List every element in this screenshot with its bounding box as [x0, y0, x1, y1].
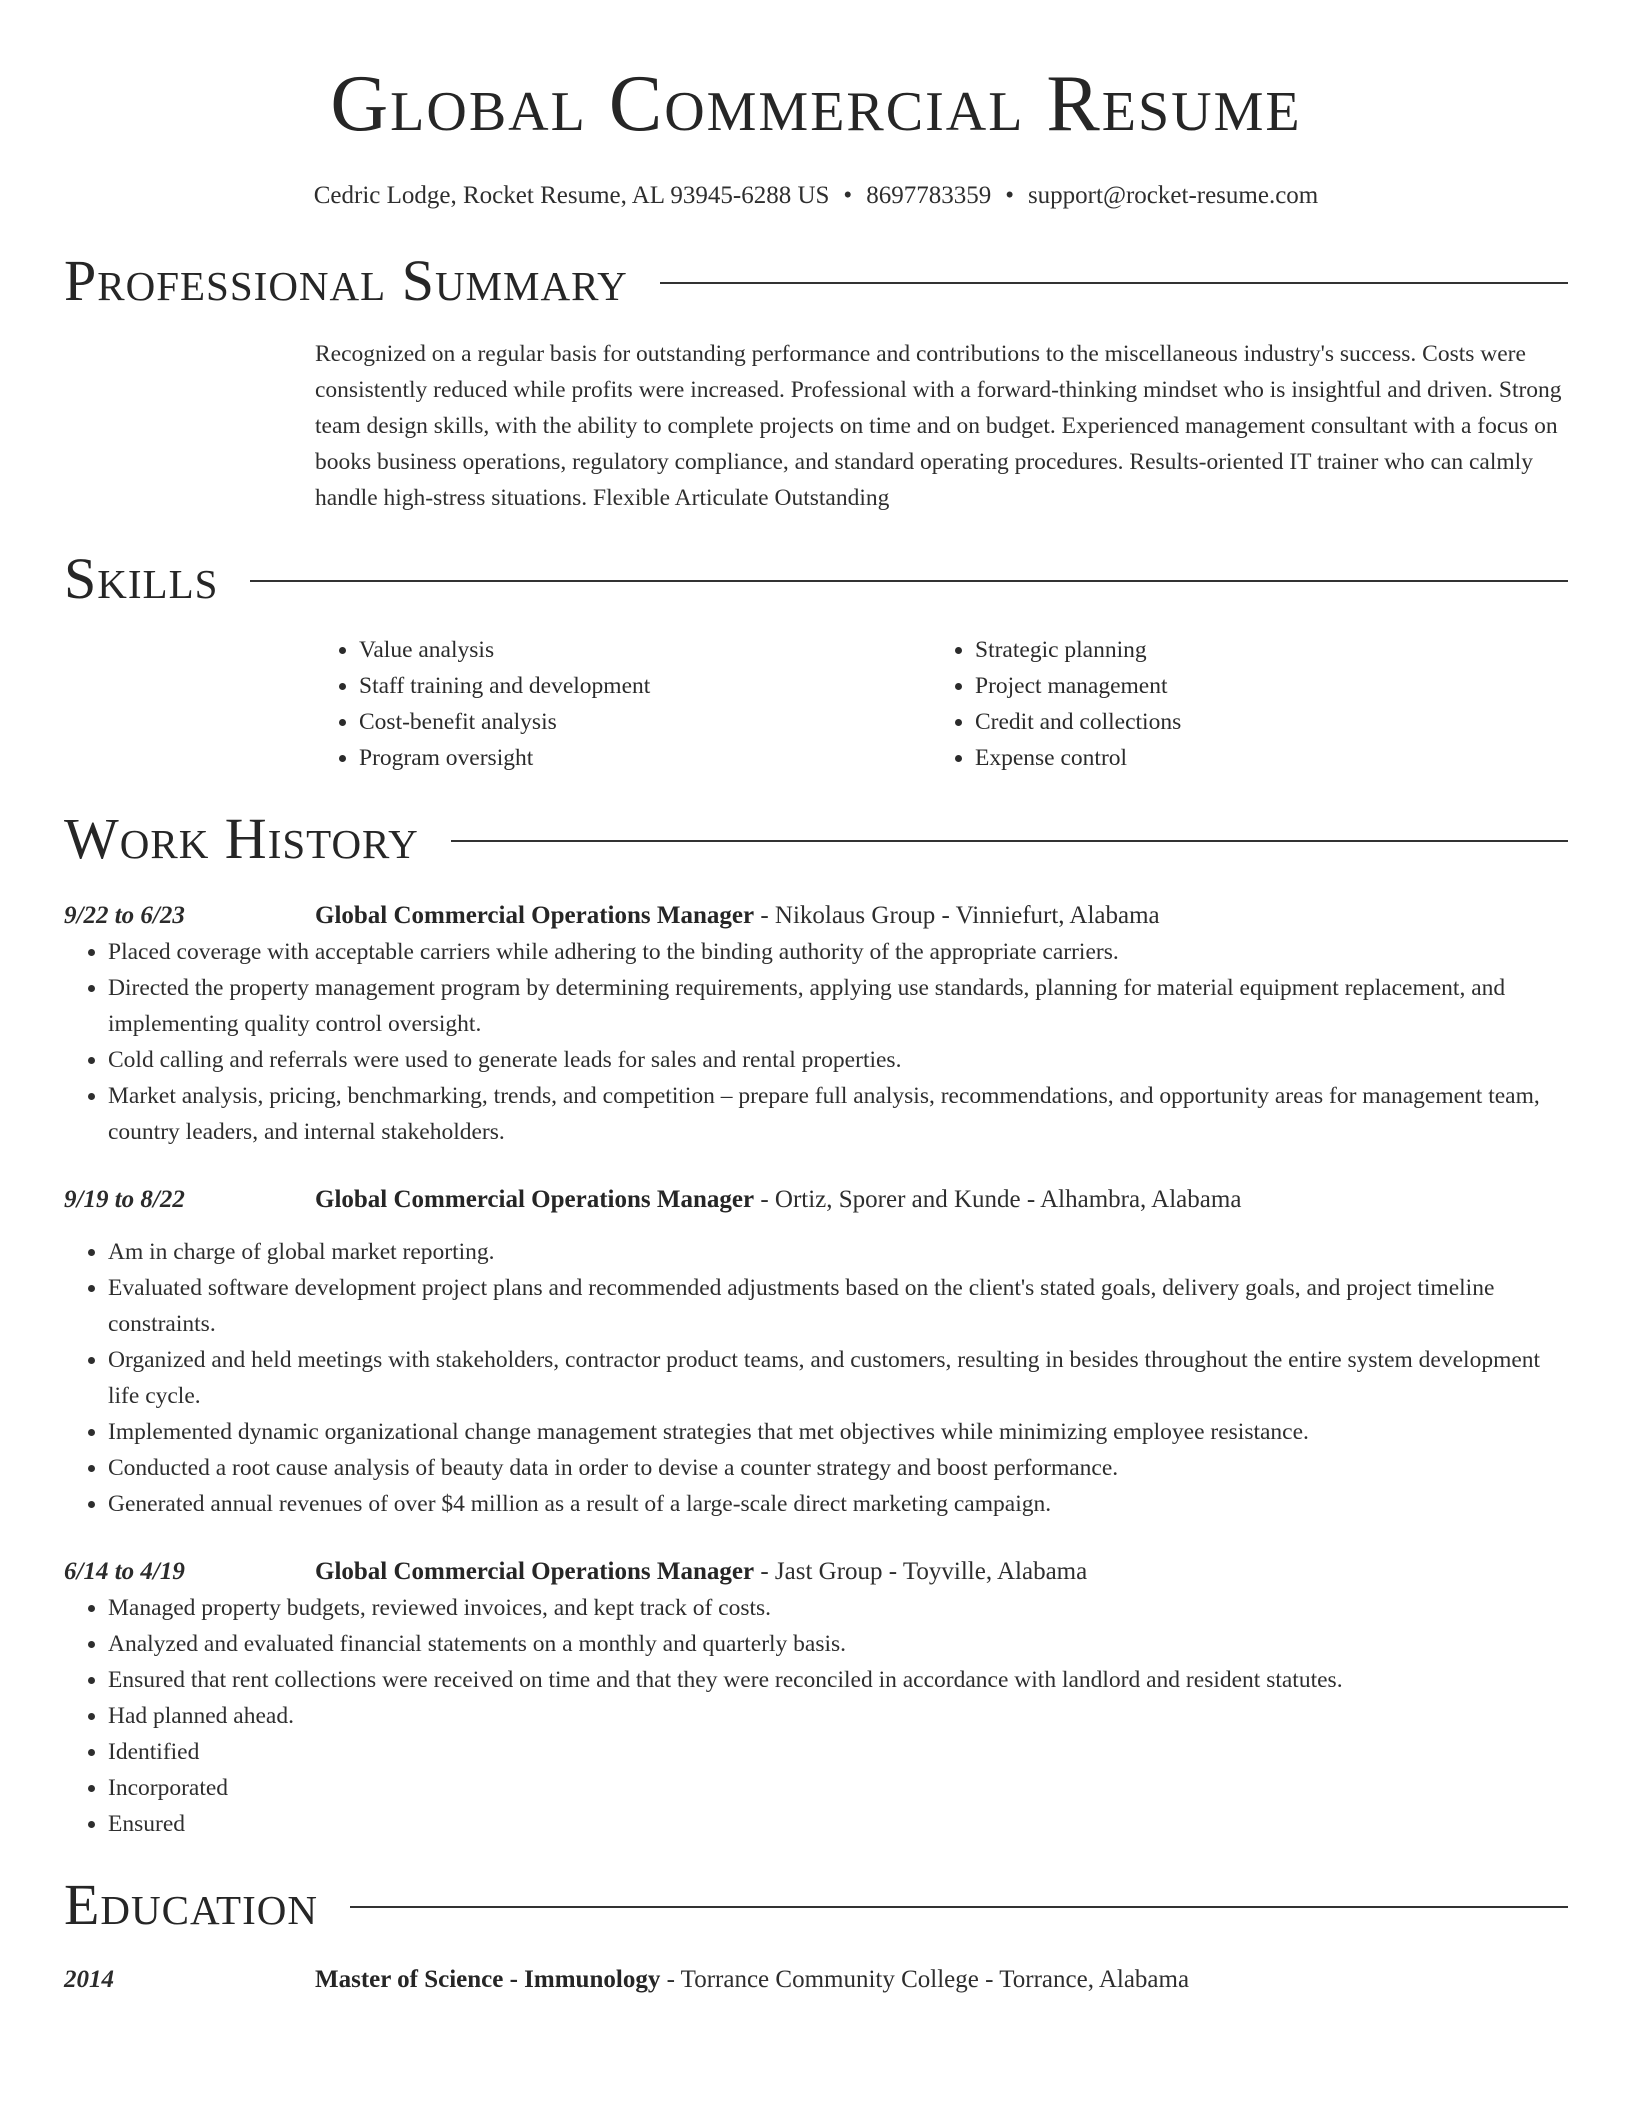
contact-address: Cedric Lodge, Rocket Resume, AL 93945-6288 US: [313, 182, 830, 209]
job-bullet: • Ensured: [108, 1806, 1568, 1842]
job-dates: 6/14 to 4/19: [64, 1558, 185, 1585]
education-year: 2014: [64, 1966, 114, 1993]
job-bullet: • Cold calling and referrals were used to generate leads for sales and rental properties.: [108, 1042, 1568, 1078]
job-bullet: • Conducted a root cause analysis of beauty data in order to devise a counter strategy and boost performance.: [108, 1450, 1568, 1486]
summary-section-header: [64, 248, 1568, 313]
job-bullet: • Implemented dynamic organizational change management strategies that met objectives while minimizing employee resistance.: [108, 1414, 1568, 1450]
job-entry: [64, 1554, 1568, 1842]
summary-text: Recognized on a regular basis for outstanding performance and contributions to the miscellaneous industry's success. Costs were consistently reduced while profits were increased. Professional with a forward-thinking mindset who is insightful and driven. Strong team design skills, with the ability to complete projects on time and on budget. Experienced management consultant with a focus on books business operations, regulatory compliance, and standard operating procedures. Results-oriented IT trainer who can calmly handle high-stress situations. Flexible Articulate Outstanding: [315, 341, 1562, 511]
skill-item: • Project management: [975, 668, 1547, 704]
section-divider: [350, 1906, 1568, 1908]
education-section-header: [64, 1872, 1568, 1937]
contact-phone: 8697783359: [866, 182, 992, 209]
job-header: [64, 1554, 1568, 1590]
job-bullet: • Ensured that rent collections were received on time and that they were reconciled in accordance with landlord and resident statutes.: [108, 1662, 1568, 1698]
job-role: [315, 898, 1160, 934]
education-school: - Torrance Community College - Torrance, Alabama: [660, 1966, 1190, 1993]
job-entry: [64, 1182, 1568, 1522]
job-bullets: [64, 1234, 1568, 1522]
section-divider: [660, 282, 1568, 284]
job-role: [315, 1554, 1087, 1590]
job-bullet: • Generated annual revenues of over $4 million as a result of a large-scale direct marketing campaign.: [108, 1486, 1568, 1522]
skills-section-header: [64, 546, 1568, 611]
skill-item: • Strategic planning: [975, 632, 1547, 668]
job-bullet: • Am in charge of global market reporting.: [108, 1234, 1568, 1270]
job-bullets: [64, 934, 1568, 1150]
job-bullets: [64, 1590, 1568, 1842]
skill-item: • Value analysis: [359, 632, 931, 668]
contact-email: support@rocket-resume.com: [1027, 182, 1319, 209]
resume-title: Global Commercial Resume: [330, 60, 1302, 148]
summary-heading: Professional Summary: [64, 248, 628, 313]
job-dates: 9/22 to 6/23: [64, 902, 185, 929]
job-role: [315, 1182, 1241, 1218]
contact-line: [64, 182, 1568, 210]
job-bullet: • Directed the property management program by determining requirements, applying use standards, planning for material equipment replacement, and implementing quality control oversight.: [108, 970, 1568, 1042]
job-bullet: • Managed property budgets, reviewed invoices, and kept track of costs.: [108, 1590, 1568, 1626]
job-title: Global Commercial Operations Manager: [315, 902, 755, 929]
job-bullet: • Organized and held meetings with stakeholders, contractor product teams, and customers, resulting in besides throughout the entire system development life cycle.: [108, 1342, 1568, 1414]
job-bullet: • Analyzed and evaluated financial statements on a monthly and quarterly basis.: [108, 1626, 1568, 1662]
job-employer: - Nikolaus Group - Vinniefurt, Alabama: [754, 902, 1160, 929]
skill-item: • Credit and collections: [975, 704, 1547, 740]
job-header: [64, 898, 1568, 934]
skill-item: • Expense control: [975, 740, 1547, 776]
job-employer: - Ortiz, Sporer and Kunde - Alhambra, Alabama: [754, 1186, 1242, 1213]
skills-list: [315, 632, 1568, 776]
job-employer: - Jast Group - Toyville, Alabama: [754, 1558, 1088, 1585]
job-title: Global Commercial Operations Manager: [315, 1186, 755, 1213]
section-divider: [250, 580, 1568, 582]
work-heading: Work History: [64, 806, 419, 871]
job-title: Global Commercial Operations Manager: [315, 1558, 755, 1585]
job-entry: [64, 898, 1568, 1150]
job-bullet: • Incorporated: [108, 1770, 1568, 1806]
skill-item: • Program oversight: [359, 740, 931, 776]
skill-item: • Staff training and development: [359, 668, 931, 704]
skills-column-left: [315, 632, 931, 776]
education-degree-line: [315, 1962, 1189, 1998]
section-divider: [451, 840, 1568, 842]
skills-column-right: [931, 632, 1547, 776]
job-dates: 9/19 to 8/22: [64, 1186, 185, 1213]
skill-item: • Cost-benefit analysis: [359, 704, 931, 740]
skills-heading: Skills: [64, 546, 219, 611]
work-section-header: [64, 806, 1568, 871]
job-header: [64, 1182, 1568, 1218]
job-bullet: • Evaluated software development project plans and recommended adjustments based on the client's stated goals, delivery goals, and project timeline constraints.: [108, 1270, 1568, 1342]
contact-separator: •: [1005, 182, 1014, 209]
job-bullet: • Had planned ahead.: [108, 1698, 1568, 1734]
education-entry: [64, 1962, 1568, 1998]
education-heading: Education: [64, 1872, 318, 1937]
resume-page: [64, 0, 1568, 1998]
job-bullet: • Identified: [108, 1734, 1568, 1770]
job-bullet: • Market analysis, pricing, benchmarking, trends, and competition – prepare full analysis, recommendations, and opportunity areas for management team, country leaders, and internal stakeholders.: [108, 1078, 1568, 1150]
job-bullet: • Placed coverage with acceptable carriers while adhering to the binding authority of the appropriate carriers.: [108, 934, 1568, 970]
contact-separator: •: [843, 182, 853, 209]
education-degree: Master of Science - Immunology: [315, 1966, 661, 1993]
